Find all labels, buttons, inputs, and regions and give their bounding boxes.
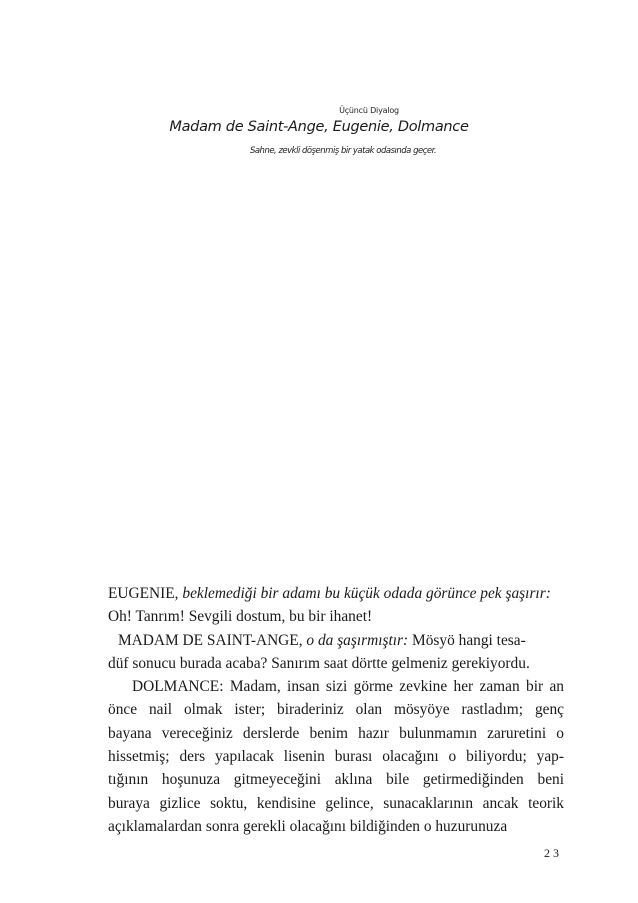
speech: Mösyö hangi tesa- xyxy=(408,631,526,649)
speaker-name: MADAM DE SAINT-ANGE, xyxy=(118,631,307,649)
text-line: Oh! Tanrım! Sevgili dostum, bu bir ihanet! xyxy=(108,608,373,626)
text-line xyxy=(108,629,564,652)
speaker-name: EUGENIE, xyxy=(108,585,183,602)
text-line: düf sonucu burada acaba? Sanırım saat dörtte gelmeniz gerekiyordu. xyxy=(108,654,530,672)
dialogue-text xyxy=(108,582,564,838)
text-line: bayana vereceğiniz derslerde benim hazır bulunmamın zaruretini o xyxy=(108,724,564,742)
text-line: önce nail olmak ister; biraderiniz olan mösyöye rastladım; genç xyxy=(108,701,564,719)
page-number: 23 xyxy=(544,846,562,860)
text-line xyxy=(108,582,564,605)
chapter-heading: Üçüncü Diyalog xyxy=(339,106,399,115)
scene-description: Sahne, zevkli döşenmiş bir yatak odasında geçer. xyxy=(249,146,437,156)
text-line: hissetmiş; ders yapılacak lisenin burası olacağını o biliyordu; yap- xyxy=(108,748,564,766)
text-line: tığının hoşunuza gitmeyeceğini aklına bile getirmediğinden beni xyxy=(108,771,564,789)
scene-title: Madam de Saint-Ange, Eugenie, Dolmance xyxy=(169,119,469,135)
text-line: buraya gizlice soktu, kendisine gelince, sunacaklarının ancak teorik xyxy=(108,794,564,812)
text-line: DOLMANCE: Madam, insan sizi görme zevkine her zaman bir an xyxy=(132,678,564,696)
text-line: açıklamalardan sonra gerekli olacağını bildiğinden o huzurunuza xyxy=(108,817,508,835)
stage-direction: o da şaşırmıştır: xyxy=(306,631,409,649)
stage-direction: beklemediği bir adamı bu küçük odada görünce pek şaşırır: xyxy=(182,585,551,602)
